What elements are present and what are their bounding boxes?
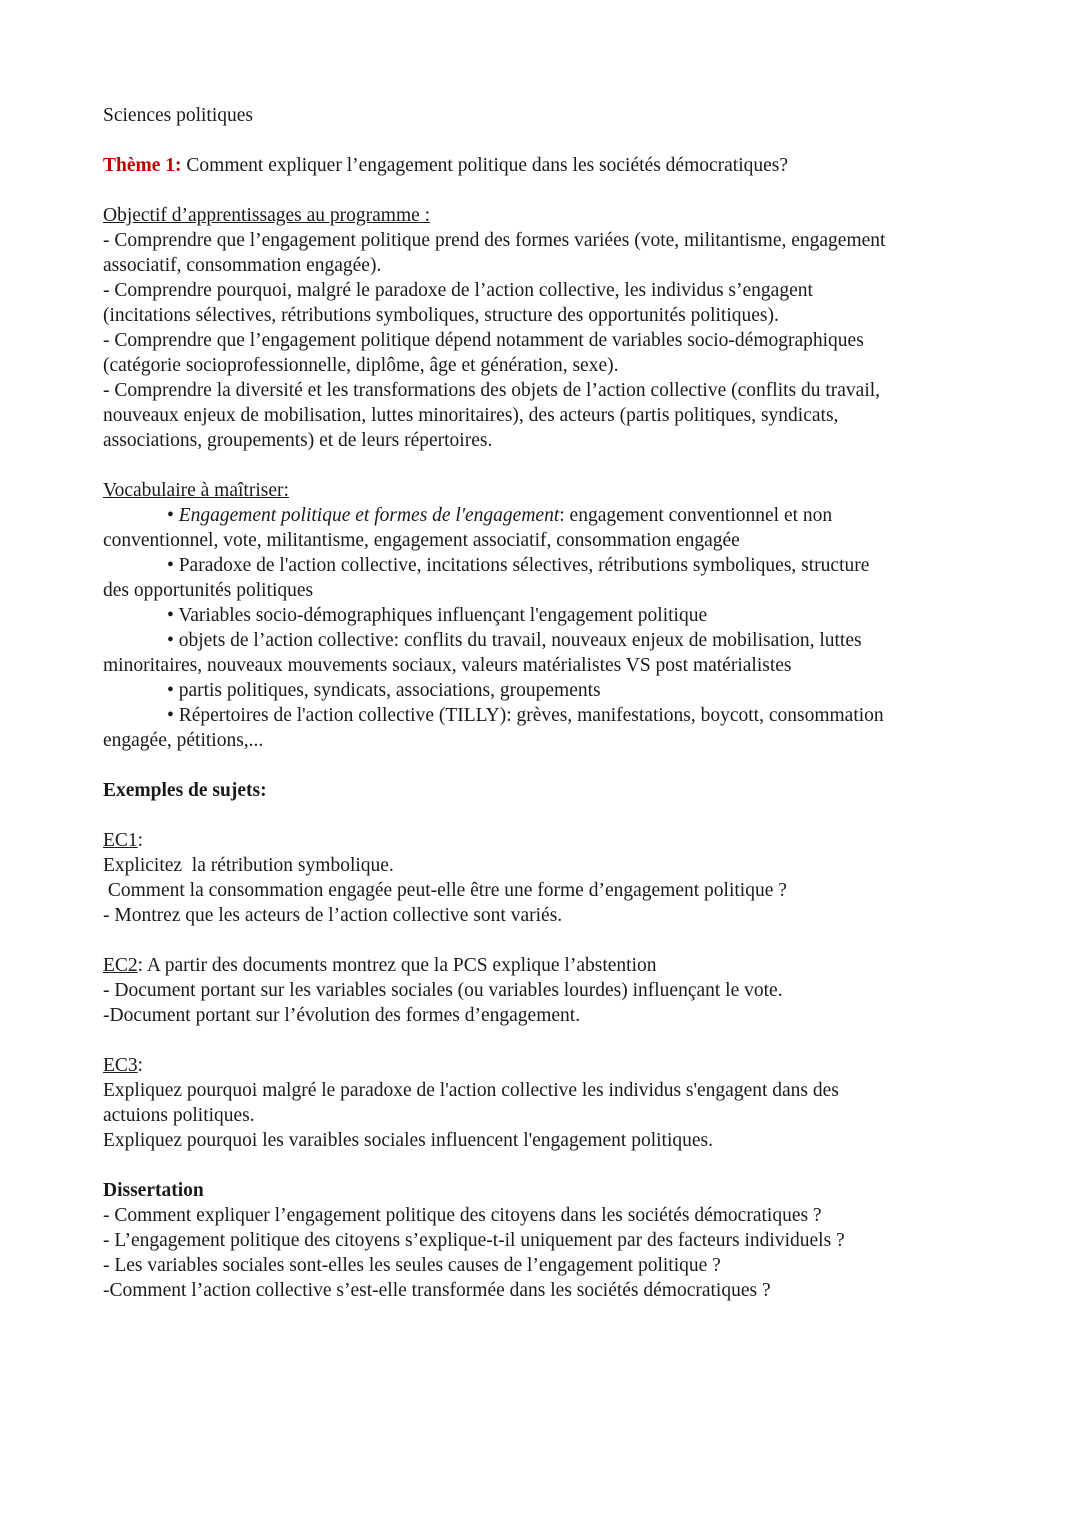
vocab-item	[103, 553, 980, 578]
vocab-item-text: Variables socio-démographiques influençant l'engagement politique	[178, 605, 708, 626]
bullet-icon: •	[167, 605, 174, 626]
vocab-item-continuation: des opportunités politiques	[103, 580, 314, 601]
theme-line	[103, 153, 980, 178]
vocab-item-italic: Engagement politique et formes de l'engagement	[178, 505, 560, 526]
vocabulaire-heading: Vocabulaire à maîtriser:	[103, 480, 289, 501]
bullet-icon: •	[167, 555, 174, 576]
objectif-line: associatif, consommation engagée).	[103, 255, 382, 276]
vocab-item-text: Paradoxe de l'action collective, incitations sélectives, rétributions symboliques, structure	[178, 555, 870, 576]
bullet-icon: •	[167, 680, 174, 701]
vocab-item	[103, 503, 980, 528]
ec3-heading	[103, 1053, 980, 1078]
ec1-colon: :	[137, 830, 144, 851]
ec1-heading	[103, 828, 980, 853]
theme-label: Thème 1:	[103, 155, 182, 176]
objectif-line: (incitations sélectives, rétributions symboliques, structure des opportunités politiques).	[103, 305, 779, 326]
ec1-label: EC1	[103, 830, 138, 851]
ec3-line: Expliquez pourquoi malgré le paradoxe de l'action collective les individus s'engagent dans des	[103, 1080, 839, 1101]
ec2-label: EC2	[103, 955, 138, 976]
ec3-line: Expliquez pourquoi les varaibles sociales influencent l'engagement politiques.	[103, 1130, 714, 1151]
theme-question: Comment expliquer l’engagement politique dans les sociétés démocratiques?	[181, 155, 789, 176]
vocab-item	[103, 678, 980, 703]
vocab-item-text: Répertoires de l'action collective (TILLY): grèves, manifestations, boycott, consommation	[178, 705, 884, 726]
ec1-line: Comment la consommation engagée peut-elle être une forme d’engagement politique ?	[103, 880, 787, 901]
bullet-icon: •	[167, 505, 174, 526]
objectif-line: (catégorie socioprofessionnelle, diplôme, âge et génération, sexe).	[103, 355, 619, 376]
ec2-line: -Document portant sur l’évolution des formes d’engagement.	[103, 1005, 581, 1026]
bullet-icon: •	[167, 705, 174, 726]
objectif-line: - Comprendre pourquoi, malgré le paradoxe de l’action collective, les individus s’engagent	[103, 280, 813, 301]
vocab-item-text: : engagement conventionnel et non	[559, 505, 833, 526]
vocab-item	[103, 628, 980, 653]
ec3-label: EC3	[103, 1055, 138, 1076]
objectif-line: nouveaux enjeux de mobilisation, luttes minoritaires), des acteurs (partis politiques, syndicats,	[103, 405, 839, 426]
vocab-item-continuation: minoritaires, nouveaux mouvements sociaux, valeurs matérialistes VS post matérialistes	[103, 655, 792, 676]
vocab-item	[103, 703, 980, 728]
ec1-line: Explicitez la rétribution symbolique.	[103, 855, 394, 876]
vocab-item-continuation: conventionnel, vote, militantisme, engagement associatif, consommation engagée	[103, 530, 740, 551]
ec3-line: actuions politiques.	[103, 1105, 255, 1126]
exemples-heading: Exemples de sujets:	[103, 780, 267, 801]
vocab-item-continuation: engagée, pétitions,...	[103, 730, 264, 751]
ec3-colon: :	[137, 1055, 144, 1076]
dissertation-line: - L’engagement politique des citoyens s’explique-t-il uniquement par des facteurs individuels ?	[103, 1230, 845, 1251]
objectifs-heading: Objectif d’apprentissages au programme :	[103, 205, 431, 226]
ec1-line: - Montrez que les acteurs de l’action collective sont variés.	[103, 905, 563, 926]
ec2-intro: : A partir des documents montrez que la PCS explique l’abstention	[137, 955, 657, 976]
document-title: Sciences politiques	[103, 105, 254, 126]
vocab-item-text: objets de l’action collective: conflits du travail, nouveaux enjeux de mobilisation, luttes	[178, 630, 862, 651]
dissertation-line: - Comment expliquer l’engagement politique des citoyens dans les sociétés démocratiques ?	[103, 1205, 822, 1226]
objectif-line: - Comprendre que l’engagement politique dépend notamment de variables socio-démographiques	[103, 330, 864, 351]
objectif-line: - Comprendre que l’engagement politique prend des formes variées (vote, militantisme, engagement	[103, 230, 886, 251]
vocab-item-text: partis politiques, syndicats, associations, groupements	[178, 680, 601, 701]
bullet-icon: •	[167, 630, 174, 651]
dissertation-heading: Dissertation	[103, 1180, 204, 1201]
dissertation-line: - Les variables sociales sont-elles les seules causes de l’engagement politique ?	[103, 1255, 721, 1276]
objectif-line: - Comprendre la diversité et les transformations des objets de l’action collective (conflits du travail,	[103, 380, 881, 401]
objectif-line: associations, groupements) et de leurs répertoires.	[103, 430, 493, 451]
dissertation-line: -Comment l’action collective s’est-elle transformée dans les sociétés démocratiques ?	[103, 1280, 771, 1301]
ec2-heading	[103, 953, 980, 978]
vocab-item	[103, 603, 980, 628]
ec2-line: - Document portant sur les variables sociales (ou variables lourdes) influençant le vote.	[103, 980, 783, 1001]
